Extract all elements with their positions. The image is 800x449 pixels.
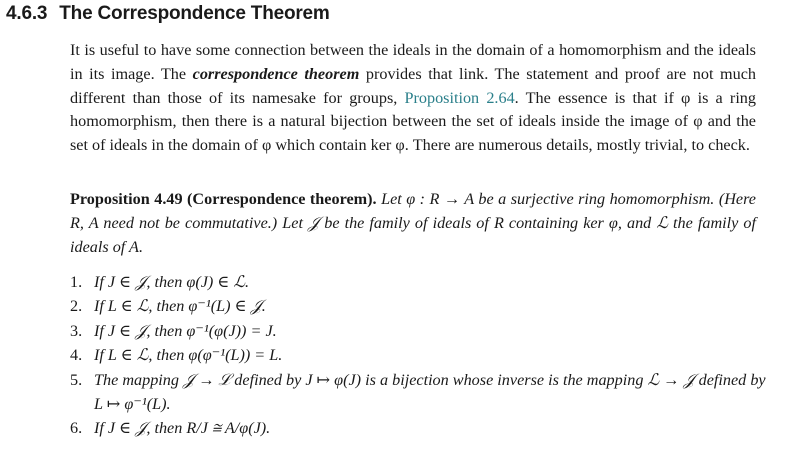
item-text: If L ∈ ℒ, then φ(φ⁻¹(L)) = L.	[94, 346, 283, 365]
list-item	[70, 270, 770, 294]
section-title: The Correspondence Theorem	[59, 3, 330, 24]
proposition-statement: Let φ : R → A be a surjective ring homomorphism. (Here R, A need not be commutative.) Let 𝒥 be the family of ideals of R containing ker φ, and ℒ the family of ideals of A.	[70, 190, 756, 256]
section-number: 4.6.3	[6, 3, 48, 24]
item-text: If J ∈ 𝒥, then R/J ≅ A/φ(J).	[94, 419, 271, 438]
item-text: The mapping 𝒥 → ℒ defined by J ↦ φ(J) is a bijection whose inverse is the mapping ℒ → 𝒥 defined by L ↦ φ⁻¹(L).	[94, 370, 766, 414]
item-number: 3.	[70, 321, 83, 340]
list-item	[70, 368, 770, 417]
proposition-heading: Proposition 4.49 (Correspondence theorem).	[70, 190, 377, 208]
item-text: If J ∈ 𝒥, then φ(J) ∈ ℒ.	[94, 273, 250, 291]
list-item	[70, 319, 770, 343]
section-heading	[6, 2, 330, 26]
item-number: 6.	[70, 419, 83, 438]
list-item	[70, 416, 770, 440]
list-item	[70, 294, 770, 318]
item-number: 5.	[70, 370, 83, 389]
item-number: 1.	[70, 273, 83, 291]
intro-text-2: provides that link. The statement and proof are not much different than those of its namesake for groups,	[70, 64, 757, 107]
correspondence-theorem-term: correspondence theorem	[192, 64, 360, 83]
item-number: 4.	[70, 346, 83, 365]
intro-text-1: It is useful to have some connection between the ideals in the domain of a homomorphism and the ideals in its image. The	[70, 41, 756, 83]
proposition-items	[70, 270, 770, 441]
intro-text-3: . The essence is that if φ is a ring homomorphism, then there is a natural bijection between the set of ideals inside the image of φ and the set of ideals in the domain of φ which contain ker φ. There are numerous details, mostly trivial, to check.	[70, 88, 756, 155]
proposition-2-64-link[interactable]: Proposition 2.64	[404, 88, 515, 107]
proposition-block	[70, 188, 756, 259]
item-text: If L ∈ ℒ, then φ⁻¹(L) ∈ 𝒥.	[94, 297, 266, 316]
item-text: If J ∈ 𝒥, then φ⁻¹(φ(J)) = J.	[94, 321, 277, 340]
intro-paragraph	[70, 39, 756, 158]
item-number: 2.	[70, 297, 83, 316]
list-item	[70, 343, 770, 367]
